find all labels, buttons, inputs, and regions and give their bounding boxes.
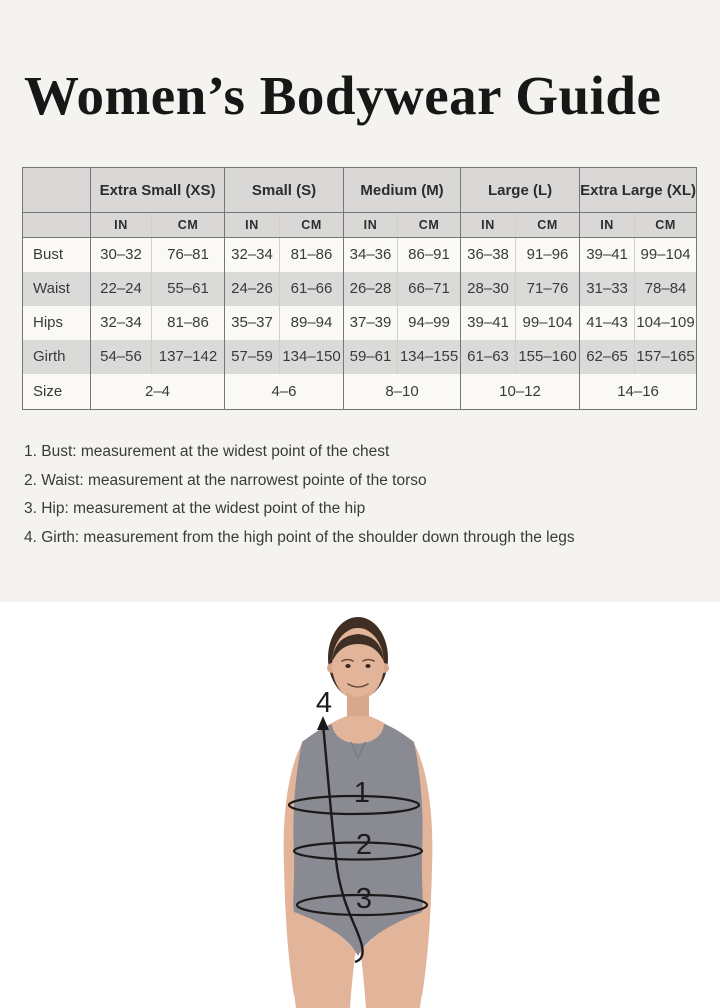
figure-illustration bbox=[240, 616, 480, 1008]
measurement-cell: 39–41 bbox=[580, 238, 635, 272]
measurement-cell: 54–56 bbox=[91, 340, 152, 374]
corner-cell bbox=[23, 213, 91, 238]
measurement-cell: 94–99 bbox=[398, 306, 461, 340]
unit-header-in: IN bbox=[344, 213, 398, 238]
group-header-m: Medium (M) bbox=[344, 168, 461, 213]
measurement-cell: 41–43 bbox=[580, 306, 635, 340]
row-label-size: Size bbox=[33, 382, 63, 400]
note-bust: 1. Bust: measurement at the widest point of the chest bbox=[24, 443, 390, 460]
row-label-girth: Girth bbox=[33, 348, 66, 365]
figure-eye bbox=[345, 664, 350, 668]
size-value-l: 10–12 bbox=[461, 374, 580, 410]
measurement-cell: 35–37 bbox=[225, 306, 280, 340]
measurement-cell: 86–91 bbox=[398, 238, 461, 272]
measurement-cell: 26–28 bbox=[344, 272, 398, 306]
measurement-cell: 32–34 bbox=[225, 238, 280, 272]
measurement-cell: 61–63 bbox=[461, 340, 516, 374]
unit-header-cm: CM bbox=[280, 213, 344, 238]
note-hip: 3. Hip: measurement at the widest point of the hip bbox=[24, 500, 366, 517]
measurement-cell: 157–165 bbox=[635, 340, 697, 374]
measurement-cell: 155–160 bbox=[516, 340, 580, 374]
row-label-bust: Bust bbox=[33, 246, 64, 264]
group-header-xs: Extra Small (XS) bbox=[91, 168, 225, 213]
size-chart-table bbox=[22, 167, 697, 410]
unit-header-in: IN bbox=[580, 213, 635, 238]
measurement-cell: 22–24 bbox=[91, 272, 152, 306]
measurement-notes bbox=[24, 438, 575, 552]
measurement-figure bbox=[240, 616, 480, 1008]
measurement-cell: 134–150 bbox=[280, 340, 344, 374]
unit-header-in: IN bbox=[461, 213, 516, 238]
measurement-cell: 28–30 bbox=[461, 272, 516, 306]
measurement-cell: 59–61 bbox=[344, 340, 398, 374]
unit-header-cm: CM bbox=[152, 213, 225, 238]
measurement-cell: 55–61 bbox=[152, 272, 225, 306]
note-girth: 4. Girth: measurement from the high point of the shoulder down through the legs bbox=[24, 528, 575, 546]
measurement-row-girth bbox=[23, 340, 697, 374]
size-table-body bbox=[23, 238, 697, 374]
measurement-cell: 34–36 bbox=[344, 238, 398, 272]
measurement-cell: 134–155 bbox=[398, 340, 461, 374]
measurement-cell: 57–59 bbox=[225, 340, 280, 374]
measurement-cell: 61–66 bbox=[280, 272, 344, 306]
group-header-s: Small (S) bbox=[225, 168, 344, 213]
measurement-cell: 39–41 bbox=[461, 306, 516, 340]
measurement-cell: 81–86 bbox=[280, 238, 344, 272]
measurement-cell: 99–104 bbox=[635, 238, 697, 272]
size-row bbox=[23, 374, 697, 410]
measurement-row-bust bbox=[23, 238, 697, 272]
measurement-cell: 81–86 bbox=[152, 306, 225, 340]
unit-header-cm: CM bbox=[635, 213, 697, 238]
measurement-cell: 78–84 bbox=[635, 272, 697, 306]
measurement-cell: 31–33 bbox=[580, 272, 635, 306]
measurement-row-hips bbox=[23, 306, 697, 340]
measurement-cell: 30–32 bbox=[91, 238, 152, 272]
measurement-cell: 37–39 bbox=[344, 306, 398, 340]
measurement-cell: 71–76 bbox=[516, 272, 580, 306]
size-value-xl: 14–16 bbox=[580, 374, 697, 410]
measurement-row-waist bbox=[23, 272, 697, 306]
unit-header-cm: CM bbox=[398, 213, 461, 238]
size-value-s: 4–6 bbox=[225, 374, 344, 410]
unit-header-row bbox=[23, 213, 697, 238]
measurement-cell: 104–109 bbox=[635, 306, 697, 340]
group-header-xl: Extra Large (XL) bbox=[580, 168, 697, 213]
measurement-cell: 137–142 bbox=[152, 340, 225, 374]
marker-label-3: 3 bbox=[355, 883, 373, 915]
page-title: Women’s Bodywear Guide bbox=[24, 65, 662, 126]
unit-header-cm: CM bbox=[516, 213, 580, 238]
row-label-hips: Hips bbox=[33, 314, 64, 331]
measurement-cell: 36–38 bbox=[461, 238, 516, 272]
measurement-cell: 99–104 bbox=[516, 306, 580, 340]
unit-header-in: IN bbox=[91, 213, 152, 238]
marker-label-2: 2 bbox=[355, 829, 373, 861]
figure-eye bbox=[365, 664, 370, 668]
measurement-cell: 66–71 bbox=[398, 272, 461, 306]
measurement-cell: 62–65 bbox=[580, 340, 635, 374]
size-value-xs: 2–4 bbox=[91, 374, 225, 410]
measurement-cell: 32–34 bbox=[91, 306, 152, 340]
marker-label-4: 4 bbox=[315, 687, 333, 719]
row-label-waist: Waist bbox=[33, 280, 70, 297]
marker-label-1: 1 bbox=[353, 777, 371, 809]
unit-header-in: IN bbox=[225, 213, 280, 238]
corner-cell bbox=[23, 168, 91, 213]
note-waist: 2. Waist: measurement at the narrowest pointe of the torso bbox=[24, 471, 427, 489]
measurement-cell: 24–26 bbox=[225, 272, 280, 306]
size-group-header-row bbox=[23, 168, 697, 213]
measurement-cell: 91–96 bbox=[516, 238, 580, 272]
group-header-l: Large (L) bbox=[461, 168, 580, 213]
size-row-body bbox=[23, 374, 697, 410]
measurement-cell: 76–81 bbox=[152, 238, 225, 272]
size-value-m: 8–10 bbox=[344, 374, 461, 410]
measurement-cell: 89–94 bbox=[280, 306, 344, 340]
